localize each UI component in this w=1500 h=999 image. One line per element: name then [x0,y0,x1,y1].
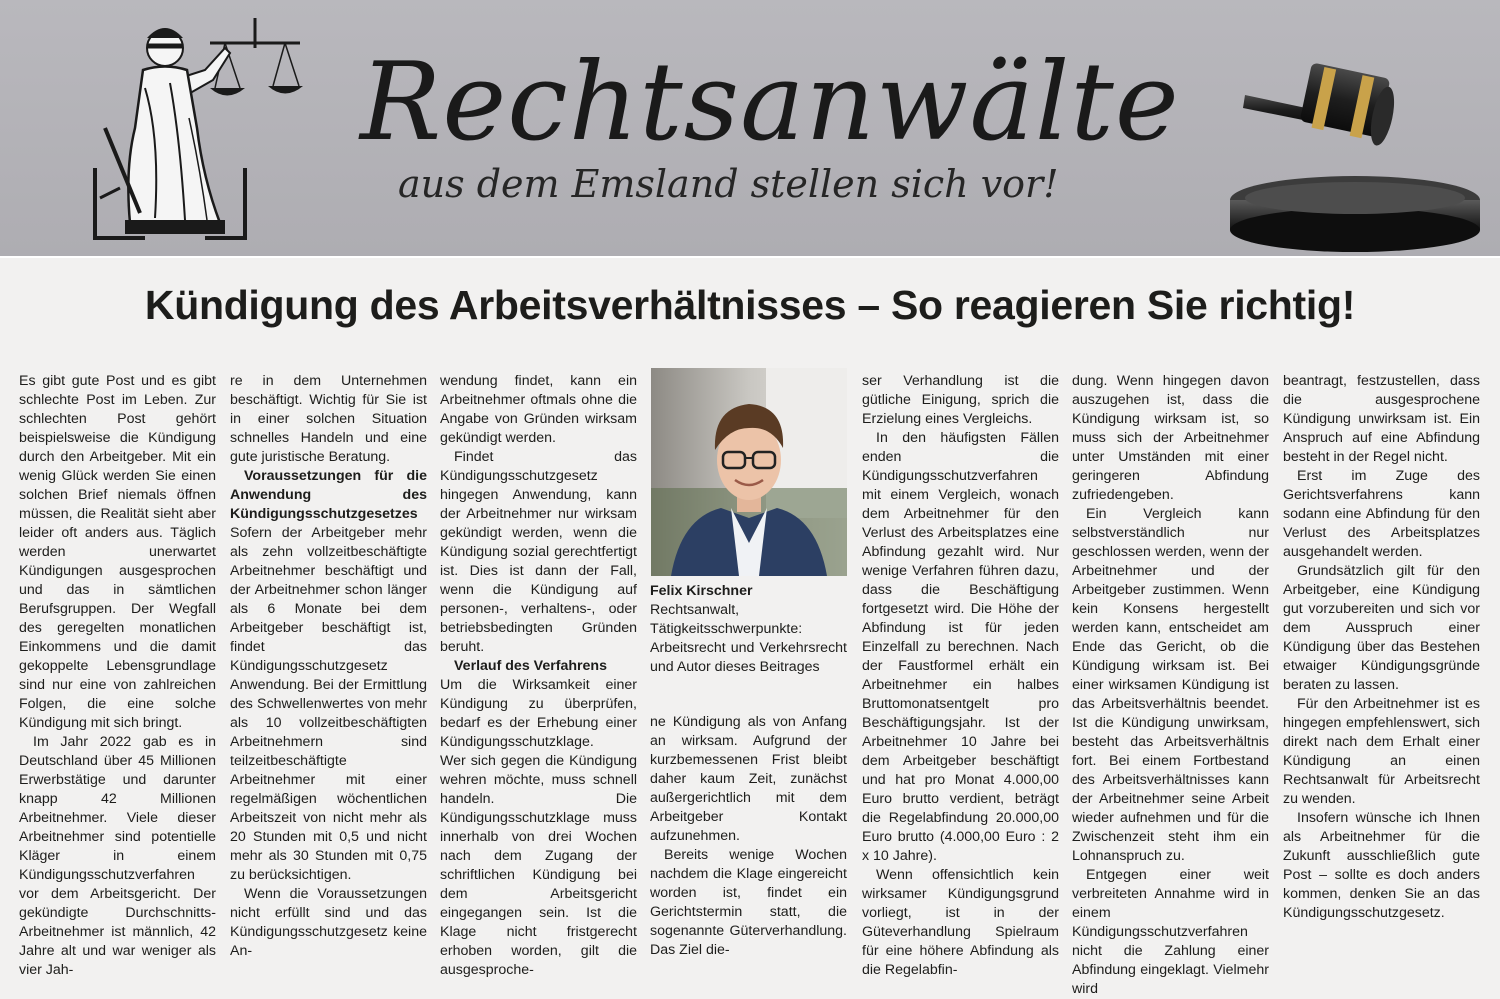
paragraph: re in dem Unternehmen beschäftigt. Wichtig für Sie ist in einer solchen Situation schnelles Handeln und eine gute juristische Beratung. [230,373,427,465]
paragraph: Grundsätzlich gilt für den Arbeitgeber, eine Kündigung gut vorzubereiten und sich vor dem Ausspruch einer Kündigung über das Bestehen etwaiger Kündigungsgründe beraten zu lassen. [1283,563,1480,693]
article-column-4 [650,713,847,960]
paragraph: beantragt, festzustellen, dass die ausgesprochene Kündigung unwirksam ist. Ein Anspruch auf eine Abfindung besteht in der Regel nicht. [1283,373,1480,465]
author-name: Felix Kirschner [650,583,753,599]
banner-title: Rechtsanwälte [360,40,1180,165]
article-column-3 [440,372,637,980]
paragraph: ser Verhandlung ist die gütliche Einigung, sprich die Erzielung eines Vergleichs. [862,373,1059,427]
paragraph: ne Kündigung als von Anfang an wirksam. Aufgrund der kurzbemessenen Frist bleibt daher kaum Zeit, zunächst außergerichtlich mit dem Arbeitgeber Kontakt aufzunehmen. [650,714,847,844]
paragraph: Erst im Zuge des Gerichtsverfahrens kann sodann eine Abfindung für den Verlust des Arbeitsplatzes ausgehandelt werden. [1283,468,1480,560]
paragraph: Bereits wenige Wochen nachdem die Klage eingereicht worden ist, findet ein Gerichtstermin statt, die sogenannte Güterverhandlung. Das Ziel die- [650,847,847,958]
article-column-6 [1072,372,1269,999]
section-heading: Voraussetzungen für die Anwendung des Kündigungsschutzgesetzes [230,468,427,522]
author-description: Rechtsanwalt, Tätigkeitsschwerpunkte: Arbeitsrecht und Verkehrsrecht und Autor dieses Beitrages [650,602,847,675]
paragraph: Entgegen einer weit verbreiteten Annahme wird in einem Kündigungsschutzverfahren nicht die Zahlung einer Abfindung eingeklagt. Vielmehr wird [1072,867,1269,997]
paragraph: Ein Vergleich kann selbstverständlich nur geschlossen werden, wenn der Arbeitnehmer und der Arbeitgeber zustimmen. Wenn kein Konsens hergestellt werden kann, entscheidet am Ende das Gericht, ob die Kündigung wirksam ist. Bei einer wirksamen Kündigung ist das Arbeitsverhältnis beendet. Ist die Kündigung unwirksam, besteht das Arbeitsverhältnis fort. Bei einem Fortbestand des Arbeitsverhältnisses kann der Arbeitnehmer seine Arbeit wieder aufnehmen und für die Zwischenzeit steht ihm ein Lohnanspruch zu. [1072,506,1269,864]
article-column-7 [1283,372,1480,923]
paragraph: In den häufigsten Fällen enden die Kündigungsschutzverfahren mit einem Vergleich, wonach dem Arbeitnehmer für den Verlust des Arbeitsplatzes eine Abfindung gezahlt wird. Nur wenige Verfahren führen dazu, dass die Beschäftigung fortgesetzt wird. Die Höhe der Abfindung ist für jeden Einzelfall zu berechnen. Nach der Faustformel erhält ein Arbeitnehmer ein halbes Bruttomonatsentgelt pro Beschäftigungsjahr. Ist der Arbeitnehmer 10 Jahre bei dem Arbeitgeber beschäftigt und hat pro Monat 4.000,00 Euro brutto verdient, beträgt die Regelabfindung 20.000,00 Euro brutto (4.000,00 Euro : 2 x 10 Jahre). [862,430,1059,864]
paragraph: Findet das Kündigungsschutzgesetz hingegen Anwendung, kann der Arbeitnehmer nur wirksam gekündigt werden, wenn die Kündigung sozial gerechtfertigt ist. Dies ist dann der Fall, wenn die Kündigung auf personen-, verhaltens-, oder betriebsbedingten Gründen beruht. [440,449,637,655]
paragraph: dung. Wenn hingegen davon auszugehen ist, dass die Kündigung wirksam ist, so muss sich der Arbeitnehmer unter Umständen mit einer geringeren Abfindung zufriedengeben. [1072,373,1269,503]
paragraph: wendung findet, kann ein Arbeitnehmer oftmals ohne die Angabe von Gründen wirksam gekündigt werden. [440,373,637,446]
justitia-statue-icon [85,8,310,243]
article-headline: Kündigung des Arbeitsverhältnisses – So reagieren Sie richtig! [144,282,1356,328]
paragraph: Wenn die Voraussetzungen nicht erfüllt sind und das Kündigungsschutzgesetz keine An- [230,886,427,959]
article-column-2 [230,372,427,961]
paragraph: Es gibt gute Post und es gibt schlechte Post im Leben. Zur schlechten Post gehört beispielsweise die Kündigung durch den Arbeitgeber. Mit ein wenig Glück werden Sie einen solchen Brief niemals öffnen müssen, die Realität sieht aber leider oft anders aus. Täglich werden unerwartet Kündigungen ausgesprochen und das in sämtlichen Berufsgruppen. Der Wegfall des geregelten monatlichen Einkommens und die damit gekoppelte Lebensgrundlage sind nur eine von zahlreichen Folgen, die eine solche Kündigung mit sich bringt. [19,373,216,731]
paragraph: Wenn offensichtlich kein wirksamer Kündigungsgrund vorliegt, ist in der Güteverhandlung Spielraum für eine höhere Abfindung als die Regelabfin- [862,867,1059,978]
section-heading: Verlauf des Verfahrens [454,658,607,674]
banner-subtitle: aus dem Emsland stellen sich vor! [398,162,1059,206]
article-column-1 [19,372,216,980]
photo-caption [650,582,847,677]
author-photo [651,368,847,576]
header-banner [0,0,1500,258]
paragraph: Für den Arbeitnehmer ist es hingegen empfehlenswert, sich direkt nach dem Erhalt einer Kündigung an einen Rechtsanwalt für Arbeitsrecht zu wenden. [1283,696,1480,807]
paragraph: Wer sich gegen die Kündigung wehren möchte, muss schnell handeln. Die Kündigungsschutzklage muss innerhalb von drei Wochen nach dem Zugang der schriftlichen Kündigung bei dem Arbeitsgericht eingegangen sein. Ist die Klage nicht fristgerecht erhoben worden, gilt die ausgesproche- [440,753,637,978]
paragraph: Im Jahr 2022 gab es in Deutschland über 45 Millionen Erwerbstätige und darunter knapp 42 Millionen Arbeitnehmer. Viele dieser Arbeitnehmer sind potentielle Kläger in einem Kündigungsschutzverfahren vor dem Arbeitsgericht. Der gekündigte Durchschnitts-Arbeitnehmer ist männlich, 42 Jahre alt und war weniger als vier Jah- [19,734,216,978]
paragraph: Um die Wirksamkeit einer Kündigung zu überprüfen, bedarf es der Erhebung einer Kündigungsschutzklage. [440,677,637,750]
gavel-icon [1205,40,1500,260]
paragraph: Sofern der Arbeitgeber mehr als zehn vollzeitbeschäftigte Arbeitnehmer beschäftigt und der Arbeitnehmer schon länger als 6 Monate bei dem Arbeitgeber beschäftigt ist, findet das Kündigungsschutzgesetz Anwendung. Bei der Ermittlung des Schwellenwertes von mehr als 10 vollzeitbeschäftigten Arbeitnehmern sind teilzeitbeschäftigte Arbeitnehmer mit einer regelmäßigen wöchentlichen Arbeitszeit von nicht mehr als 20 Stunden mit 0,5 und nicht mehr als 30 Stunden mit 0,75 zu berücksichtigen. [230,525,427,883]
author-portrait-image [651,368,847,576]
article-column-5 [862,372,1059,980]
paragraph: Insofern wünsche ich Ihnen als Arbeitnehmer für die Zukunft ausschließlich gute Post – sollte es doch anders kommen, denken Sie an das Kündigungsschutzgesetz. [1283,810,1480,921]
